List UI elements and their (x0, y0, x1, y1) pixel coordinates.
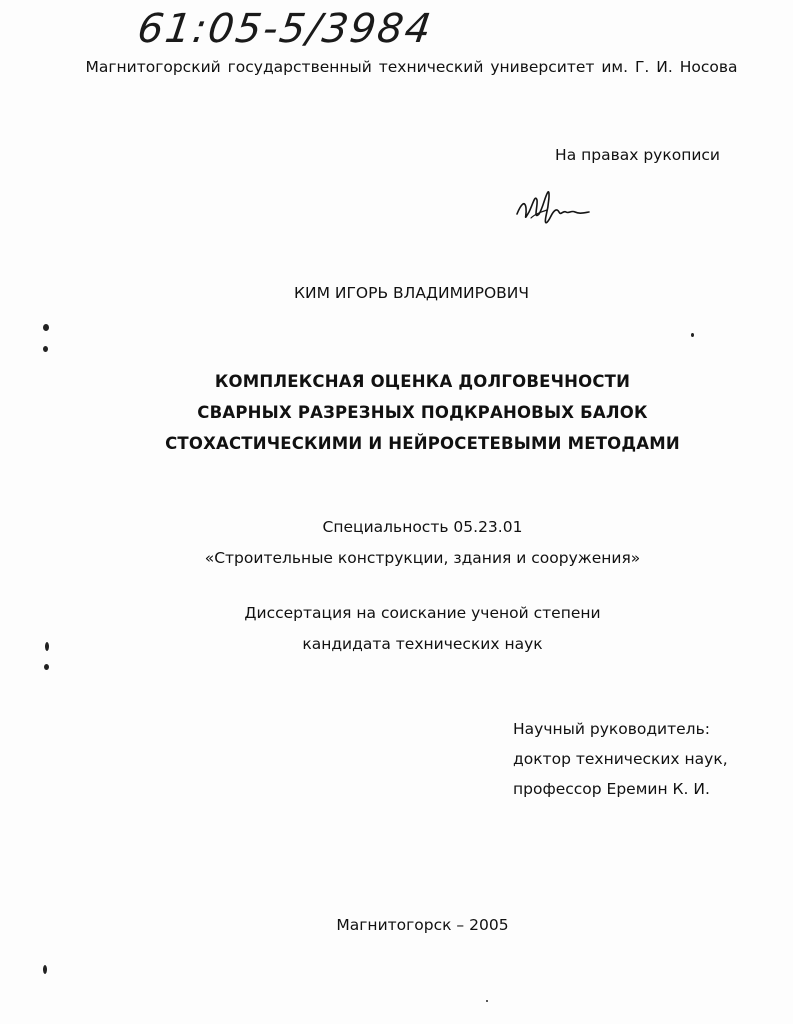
dissertation-title (0, 366, 793, 459)
scan-speck (691, 333, 694, 337)
author-name: КИМ ИГОРЬ ВЛАДИМИРОВИЧ (293, 284, 530, 302)
scan-speck (486, 1000, 488, 1002)
specialty-name: «Строительные конструкции, здания и сооружения» (204, 549, 641, 567)
specialty-code: Специальность 05.23.01 (322, 518, 523, 536)
institution-name: Магнитогорский государственный технический университет им. Г. И. Носова (85, 58, 738, 76)
degree-line-2: кандидата технических наук (302, 635, 543, 653)
rights-notice: На правах рукописи (555, 146, 720, 164)
title-line-3: СТОХАСТИЧЕСКИМИ И НЕЙРОСЕТЕВЫМИ МЕТОДАМИ (165, 434, 680, 453)
city-year: Магнитогорск – 2005 (336, 916, 509, 934)
scan-speck (44, 664, 49, 670)
advisor-heading: Научный руководитель: (513, 720, 710, 738)
specialty-block (0, 512, 793, 574)
title-line-2: СВАРНЫХ РАЗРЕЗНЫХ ПОДКРАНОВЫХ БАЛОК (197, 403, 648, 422)
degree-line-1: Диссертация на соискание ученой степени (244, 604, 601, 622)
archive-number: 61:05-5/3984 (134, 6, 436, 52)
advisor-block (513, 714, 728, 804)
scan-speck (43, 346, 48, 352)
advisor-name: профессор Еремин К. И. (513, 780, 710, 798)
scan-speck (45, 642, 49, 651)
scan-speck (43, 965, 47, 974)
title-line-1: КОМПЛЕКСНАЯ ОЦЕНКА ДОЛГОВЕЧНОСТИ (214, 372, 631, 391)
advisor-degree: доктор технических наук, (513, 750, 728, 768)
degree-block (0, 598, 793, 660)
scan-speck (43, 324, 49, 331)
handwritten-signature-icon (513, 186, 593, 231)
